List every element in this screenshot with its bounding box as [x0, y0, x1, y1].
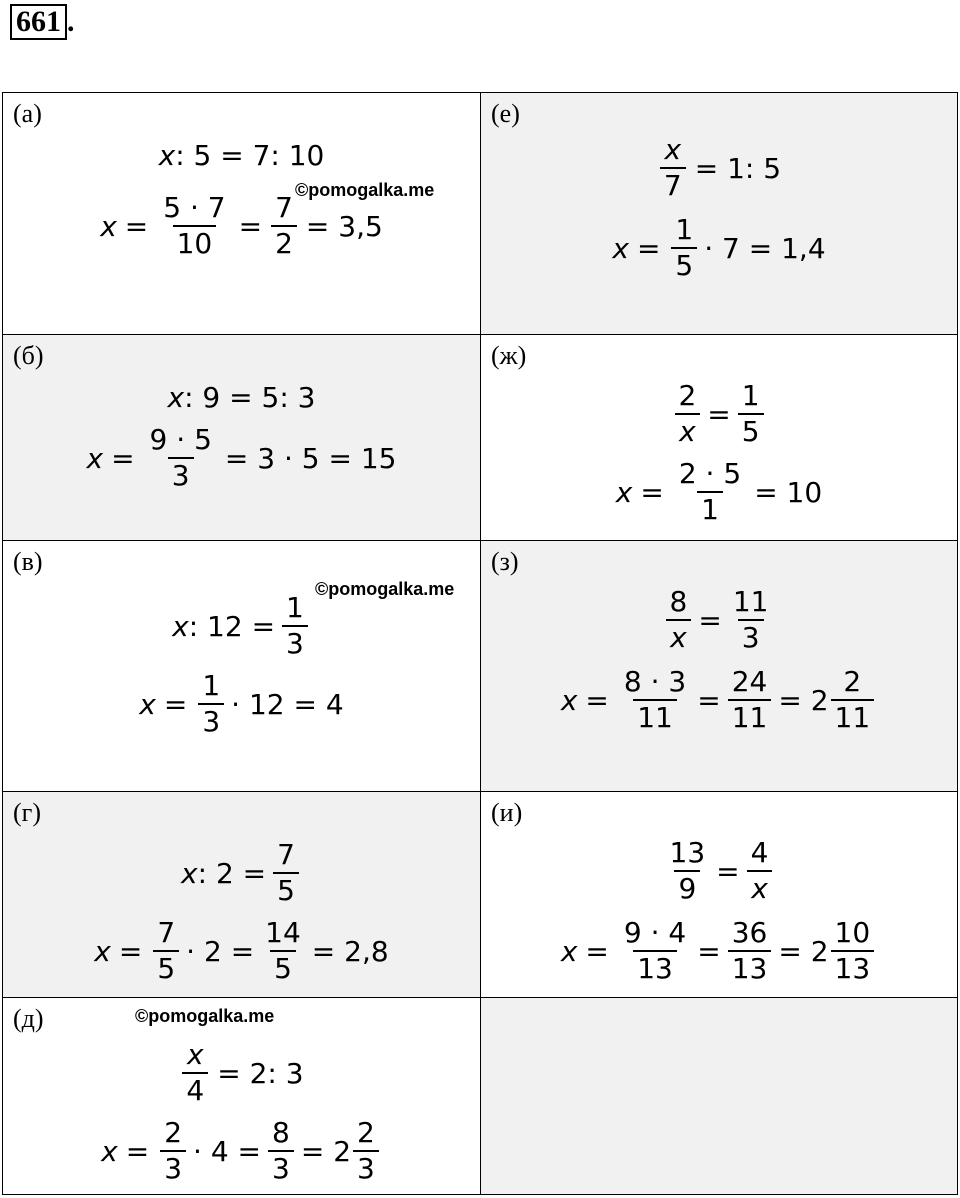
fraction — [738, 379, 764, 449]
fraction — [160, 1116, 186, 1186]
cell-z-line-1 — [481, 585, 957, 655]
var-x: x — [560, 934, 578, 968]
fraction — [671, 213, 697, 283]
expr-text: = 3 · 5 = 15 — [224, 441, 397, 475]
fraction — [728, 665, 772, 735]
fraction — [620, 665, 690, 735]
fraction — [261, 916, 305, 986]
watermark: ©pomogalka.me — [135, 1006, 275, 1026]
var-x: x — [612, 231, 629, 265]
cell-zh-line-2 — [481, 457, 957, 527]
denominator: 7 — [660, 167, 686, 203]
cell-a — [2, 92, 481, 335]
denominator: 3 — [160, 1150, 186, 1186]
numerator: 2 — [164, 1116, 183, 1149]
cell-b-line-1 — [3, 381, 480, 414]
cell-g — [2, 791, 481, 998]
denominator: 3 — [353, 1150, 379, 1186]
expr-text: = 2,8 — [311, 934, 389, 968]
equals-sign: = — [585, 683, 609, 717]
numerator: 7 — [157, 916, 176, 949]
cell-i — [480, 791, 958, 998]
denominator: 13 — [633, 950, 677, 986]
cell-a-line-1 — [3, 139, 480, 172]
cell-z-line-2 — [481, 665, 957, 735]
equals-sign: = — [640, 475, 664, 509]
fraction — [353, 1116, 379, 1186]
expr-text: = 3,5 — [305, 209, 383, 243]
watermark: ©pomogalka.me — [315, 579, 455, 599]
problem-number-dot: . — [67, 5, 75, 38]
numerator: 13 — [669, 836, 706, 869]
denominator: 2 — [271, 225, 297, 261]
cell-i-line-2 — [481, 916, 957, 986]
fraction — [268, 1116, 294, 1186]
denominator: 13 — [728, 950, 772, 986]
cell-zh — [480, 334, 958, 541]
numerator: 24 — [731, 665, 768, 698]
denominator: 3 — [282, 625, 308, 661]
numerator: 7 — [275, 191, 293, 224]
numerator: 9 · 5 — [149, 423, 212, 456]
cell-zh-label: (ж) — [491, 341, 527, 370]
numerator: 4 — [750, 836, 769, 869]
numerator: 1 — [202, 669, 221, 702]
cell-b-line-2 — [3, 423, 480, 493]
numerator: 2 · 5 — [678, 457, 742, 490]
denominator: 5 — [738, 413, 764, 449]
cell-v-line-1 — [3, 591, 480, 661]
equals-sign: = — [118, 934, 143, 968]
numerator: 36 — [731, 916, 768, 949]
equals-sign: = — [585, 934, 609, 968]
var-x: x — [181, 856, 198, 890]
fraction — [198, 669, 224, 739]
equals-sign: = — [716, 854, 740, 888]
cell-a-label: (а) — [13, 99, 42, 128]
equals-sign: = — [238, 209, 263, 243]
expr-text: = 2 — [778, 683, 829, 717]
denominator: 10 — [173, 225, 217, 261]
cell-z — [480, 540, 958, 792]
equals-sign: = — [124, 209, 149, 243]
denominator: 1 — [697, 491, 723, 527]
expr-text: = 2 — [778, 934, 829, 968]
fraction — [675, 457, 745, 527]
equals-sign: = — [698, 603, 722, 637]
numerator: 1 — [741, 379, 760, 412]
denominator: 3 — [738, 619, 764, 655]
denominator: 4 — [182, 1072, 208, 1108]
fraction — [273, 838, 299, 908]
cell-d — [2, 997, 481, 1195]
numerator: x — [664, 133, 682, 166]
numerator: 5 · 7 — [163, 191, 226, 224]
expr-text: : 9 = 5: 3 — [184, 381, 316, 414]
fraction — [146, 423, 216, 493]
fraction — [153, 916, 179, 986]
numerator: 11 — [732, 585, 769, 618]
denominator: 11 — [728, 699, 772, 735]
denominator: x — [675, 413, 700, 449]
equals-sign: = — [697, 934, 721, 968]
denominator: 11 — [831, 699, 875, 735]
numerator: 8 — [272, 1116, 290, 1149]
cell-b-label: (б) — [13, 341, 44, 370]
cell-empty — [480, 997, 958, 1195]
numerator: 2 — [357, 1116, 375, 1149]
fraction — [666, 585, 692, 655]
var-x: x — [158, 139, 176, 172]
fraction — [620, 916, 690, 986]
numerator: 2 — [678, 379, 697, 412]
cell-v — [2, 540, 481, 792]
cell-i-line-1 — [481, 836, 957, 906]
denominator: 3 — [268, 1150, 294, 1186]
var-x: x — [560, 683, 578, 717]
numerator: 8 — [669, 585, 688, 618]
fraction — [747, 836, 773, 906]
cell-v-line-2 — [3, 669, 480, 739]
equals-sign: = — [111, 441, 135, 475]
cell-e-line-1 — [481, 133, 957, 203]
expr-text: = 2: 3 — [217, 1056, 304, 1090]
numerator: 1 — [675, 213, 694, 246]
numerator: 1 — [286, 591, 304, 624]
denominator: 3 — [168, 457, 194, 493]
numerator: 7 — [277, 838, 295, 871]
cell-d-line-2 — [3, 1116, 480, 1186]
expr-text: : 12 = — [188, 609, 276, 643]
denominator: x — [666, 619, 691, 655]
cell-e-label: (е) — [491, 99, 520, 128]
var-x: x — [86, 441, 104, 475]
fraction — [182, 1038, 208, 1108]
cell-a-line-2 — [3, 191, 480, 261]
fraction — [831, 665, 875, 735]
equals-sign: = — [707, 397, 731, 431]
cell-e-line-2 — [481, 213, 957, 283]
var-x: x — [172, 609, 189, 643]
fraction — [729, 585, 773, 655]
denominator: 9 — [674, 870, 700, 906]
fraction — [271, 191, 297, 261]
fraction — [674, 379, 700, 449]
var-x: x — [139, 687, 156, 721]
cell-g-line-1 — [3, 838, 480, 908]
var-x: x — [615, 475, 633, 509]
denominator: 3 — [198, 703, 224, 739]
fraction — [660, 133, 686, 203]
cell-d-line-1 — [3, 1038, 480, 1108]
cell-d-label: (д) — [13, 1004, 44, 1033]
denominator: 5 — [671, 247, 697, 283]
var-x: x — [167, 381, 185, 414]
expr-text: · 7 = 1,4 — [704, 231, 826, 265]
fraction — [728, 916, 772, 986]
equals-sign: = — [163, 687, 188, 721]
cell-zh-line-1 — [481, 379, 957, 449]
cell-i-label: (и) — [491, 798, 523, 827]
var-x: x — [101, 1134, 118, 1168]
numerator: 9 · 4 — [623, 916, 687, 949]
equals-sign: = — [125, 1134, 150, 1168]
expr-text: = 1: 5 — [694, 151, 782, 185]
expr-text: : 2 = — [197, 856, 267, 890]
denominator: 11 — [633, 699, 677, 735]
expr-text: = 10 — [754, 475, 823, 509]
denominator: 5 — [270, 950, 296, 986]
numerator: 8 · 3 — [623, 665, 687, 698]
numerator: x — [187, 1038, 204, 1071]
expr-text: = 2 — [300, 1134, 352, 1168]
expr-text: · 4 = — [193, 1134, 261, 1168]
denominator: x — [747, 870, 772, 906]
cell-z-label: (з) — [491, 547, 519, 576]
cell-g-line-2 — [3, 916, 480, 986]
numerator: 10 — [834, 916, 871, 949]
var-x: x — [100, 209, 117, 243]
solutions-table — [2, 92, 958, 1195]
fraction — [831, 916, 875, 986]
cell-g-label: (г) — [13, 798, 41, 827]
numerator: 14 — [265, 916, 301, 949]
denominator: 5 — [153, 950, 179, 986]
equals-sign: = — [636, 231, 661, 265]
var-x: x — [94, 934, 111, 968]
equals-sign: = — [697, 683, 721, 717]
watermark: ©pomogalka.me — [295, 180, 435, 200]
numerator: 2 — [843, 665, 862, 698]
problem-number — [10, 4, 75, 40]
expr-text: · 2 = — [186, 934, 255, 968]
problem-number-box: 661 — [10, 4, 67, 40]
cell-e — [480, 92, 958, 335]
expr-text: : 5 = 7: 10 — [175, 139, 325, 172]
cell-v-label: (в) — [13, 547, 43, 576]
denominator: 5 — [273, 872, 299, 908]
cell-b — [2, 334, 481, 541]
fraction — [282, 591, 308, 661]
fraction — [159, 191, 229, 261]
expr-text: · 12 = 4 — [231, 687, 344, 721]
denominator: 13 — [831, 950, 875, 986]
fraction — [666, 836, 710, 906]
